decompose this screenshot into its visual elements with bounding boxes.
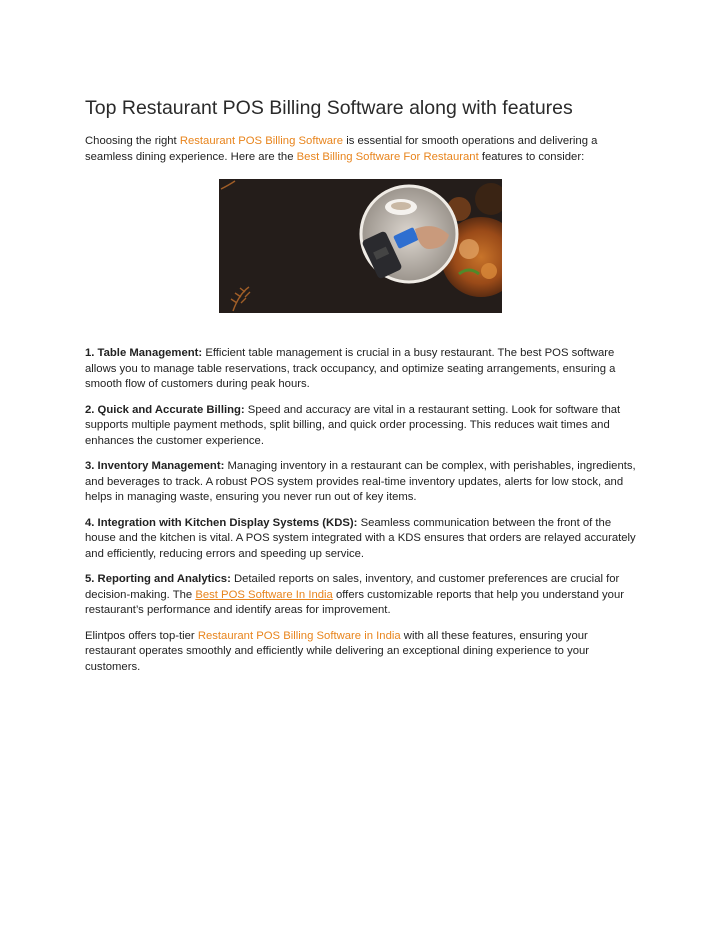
restaurant-pos-billing-india-link[interactable]: Restaurant POS Billing Software in India: [197, 629, 401, 642]
feature-body: Speed and accuracy are vital in a restaurant setting. Look for software that supports multiple payment methods, split billing, and quick order processing. This reduces wait times and enhances the customer experience.: [85, 403, 621, 447]
best-pos-software-india-link[interactable]: Best POS Software In India: [195, 588, 333, 601]
intro-text-3: features to consider:: [478, 150, 585, 163]
feature-heading: 2. Quick and Accurate Billing:: [85, 403, 245, 416]
feature-body: Seamless communication between the front of the house and the kitchen is vital. A POS system integrated with a KDS ensures that orders are relayed accurately and efficiently, reducing errors and speeding up service.: [85, 516, 636, 560]
feature-heading: 1. Table Management:: [85, 347, 203, 359]
restaurant-card-payment-photo-icon: [219, 179, 502, 313]
feature-body: offers customizable reports that help you understand your restaurant’s performance and identify areas for improvement.: [85, 588, 624, 616]
intro-text-1: Choosing the right: [85, 135, 180, 147]
hero-image: [219, 179, 502, 313]
closing-paragraph: [85, 629, 637, 676]
features-list: [85, 346, 637, 675]
outro-text-2: with all these features, ensuring your restaurant operates smoothly and efficiently while delivering an exceptional dining experience to your customers.: [85, 629, 590, 673]
feature-table-management: [85, 346, 637, 393]
outro-text-1: Elintpos offers top-tier: [85, 629, 198, 642]
feature-body: Detailed reports on sales, inventory, and customer preferences are crucial for decision-making. The: [85, 573, 620, 601]
feature-body: Managing inventory in a restaurant can be complex, with perishables, ingredients, and beverages to track. A robust POS system provides real-time inventory updates, alerts for low stock, and helps in managing waste, ensuring you never run out of key items.: [85, 460, 636, 503]
feature-heading: 4. Integration with Kitchen Display Systems (KDS):: [85, 516, 358, 529]
feature-quick-billing: [85, 403, 637, 450]
feature-heading: 5. Reporting and Analytics:: [85, 573, 231, 585]
page-title: Top Restaurant POS Billing Software along with features: [85, 97, 573, 119]
restaurant-pos-billing-software-link[interactable]: Restaurant POS Billing Software: [179, 135, 344, 147]
feature-body: Efficient table management is crucial in a busy restaurant. The best POS software allows you to manage table reservations, track occupancy, and optimize seating arrangements, ensuring a smooth flow of customers during peak hours.: [85, 347, 616, 390]
intro-text-2: is essential for smooth operations and delivering a seamless dining experience. Here are the: [85, 135, 598, 163]
feature-heading: 3. Inventory Management:: [85, 460, 225, 472]
feature-kds-integration: [85, 516, 637, 563]
feature-inventory-management: [85, 459, 637, 506]
feature-reporting-analytics: [85, 572, 637, 619]
intro-paragraph: [85, 134, 637, 165]
best-billing-software-link[interactable]: Best Billing Software For Restaurant: [296, 150, 479, 163]
